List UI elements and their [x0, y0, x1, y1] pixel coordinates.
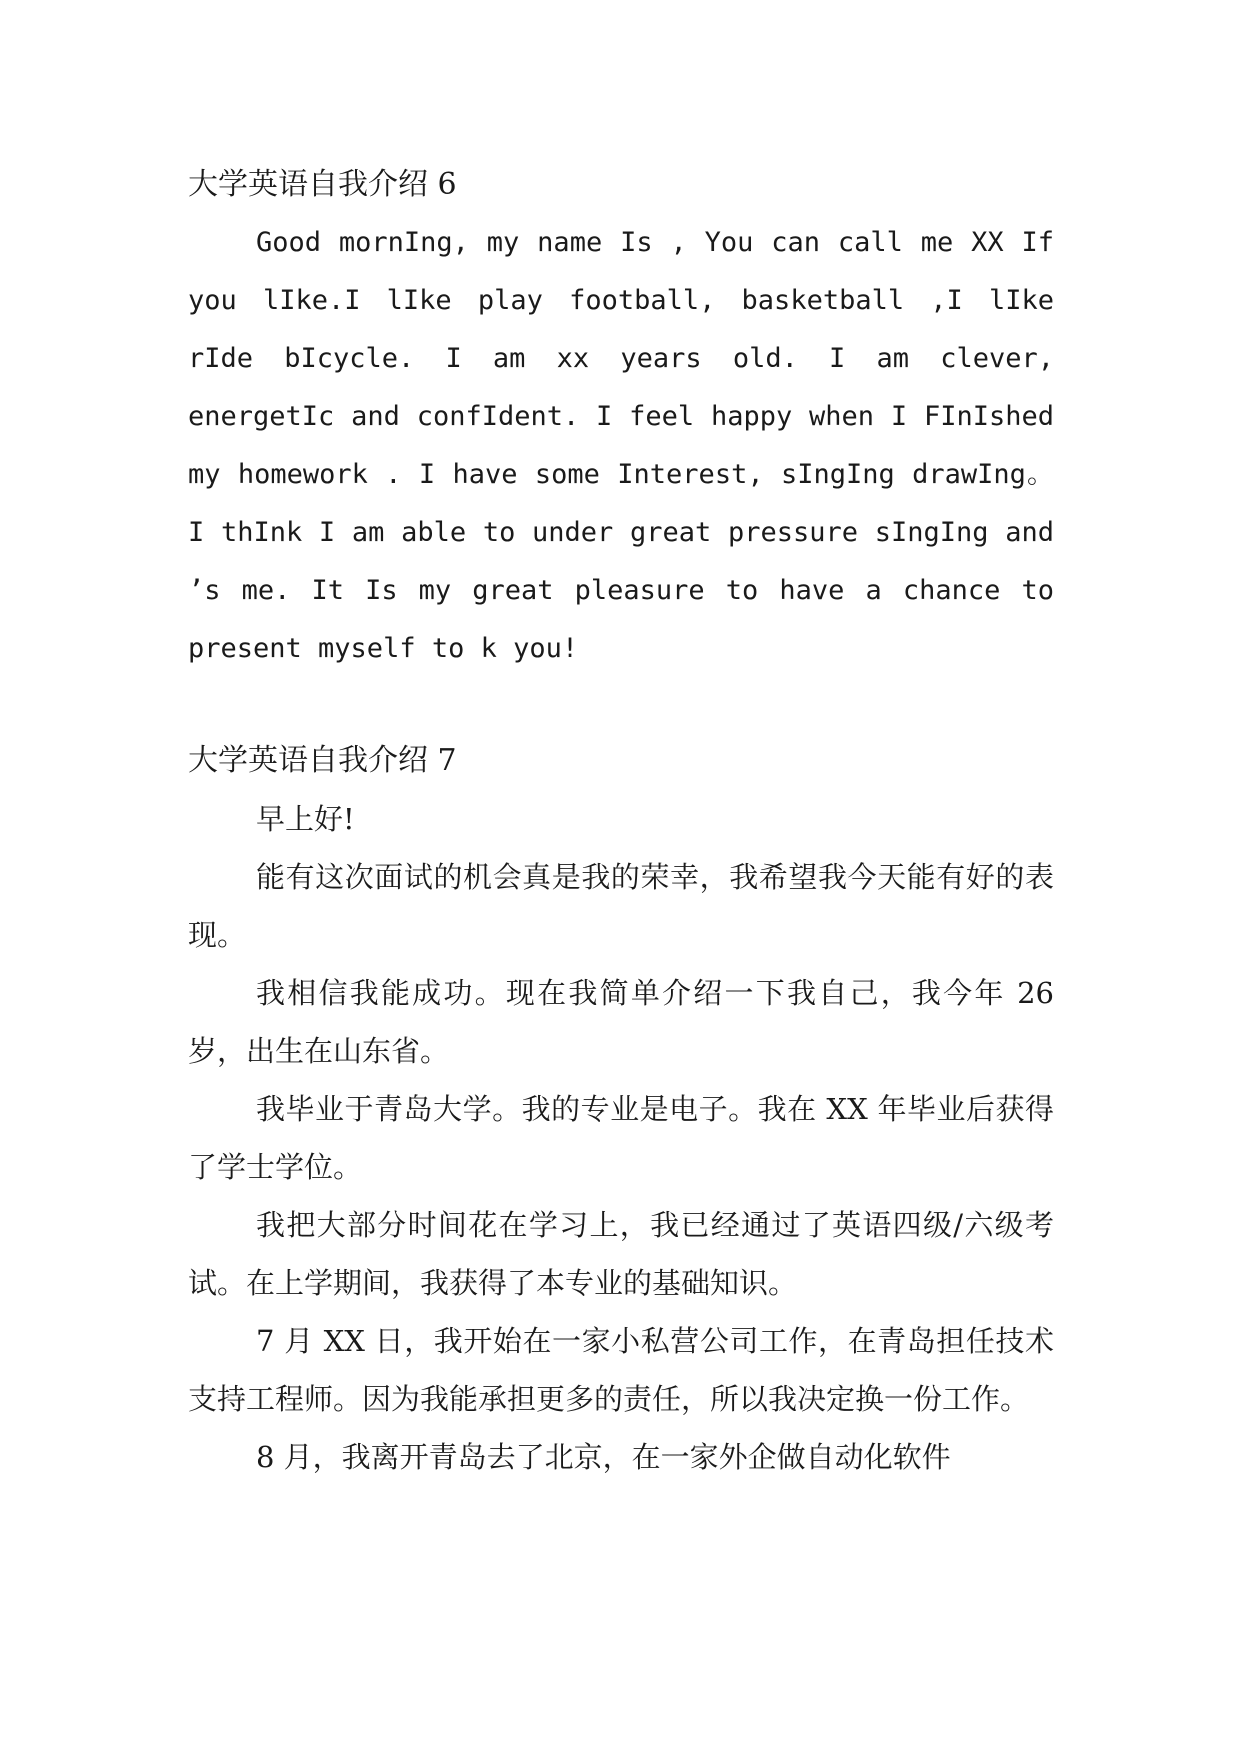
- paragraph: 能有这次面试的机会真是我的荣幸，我希望我今天能有好的表现。: [188, 860, 1054, 952]
- paragraph: 我相信我能成功。现在我简单介绍一下我自己，我今年 26 岁，出生在山东省。: [188, 976, 1054, 1068]
- section-heading: 大学英语自我介绍 7: [188, 743, 457, 778]
- paragraph: 我毕业于青岛大学。我的专业是电子。我在 XX 年毕业后获得了学士学位。: [188, 1092, 1054, 1184]
- document-body: [188, 156, 1054, 1486]
- paragraph: 我把大部分时间花在学习上，我已经通过了英语四级/六级考试。在上学期间，我获得了本专业的基础知识。: [188, 1208, 1054, 1300]
- paragraph: 8 月，我离开青岛去了北京，在一家外企做自动化软件: [256, 1440, 951, 1474]
- paragraph: 7 月 XX 日，我开始在一家小私营公司工作，在青岛担任技术支持工程师。因为我能承担更多的责任，所以我决定换一份工作。: [188, 1324, 1054, 1416]
- section-intro-7: [188, 732, 1054, 1486]
- section-heading: 大学英语自我介绍 6: [188, 167, 457, 202]
- section-intro-6: [188, 156, 1054, 678]
- english-paragraph: Good mornIng, my name Is , You can call me XX If you lIke.I lIke play football, basketball ,I lIke rIde bIcycle. I am xx years old. I am clever, energetIc and confIdent. I feel happy when I FInIshed my homework . I have some Interest, sIngIng drawIng。 I thInk I am able to under great pressure sIngIng and ’s me. It Is my great pleasure to have a chance to present myself to k you!: [188, 227, 1054, 664]
- greeting-paragraph: 早上好!: [256, 802, 355, 836]
